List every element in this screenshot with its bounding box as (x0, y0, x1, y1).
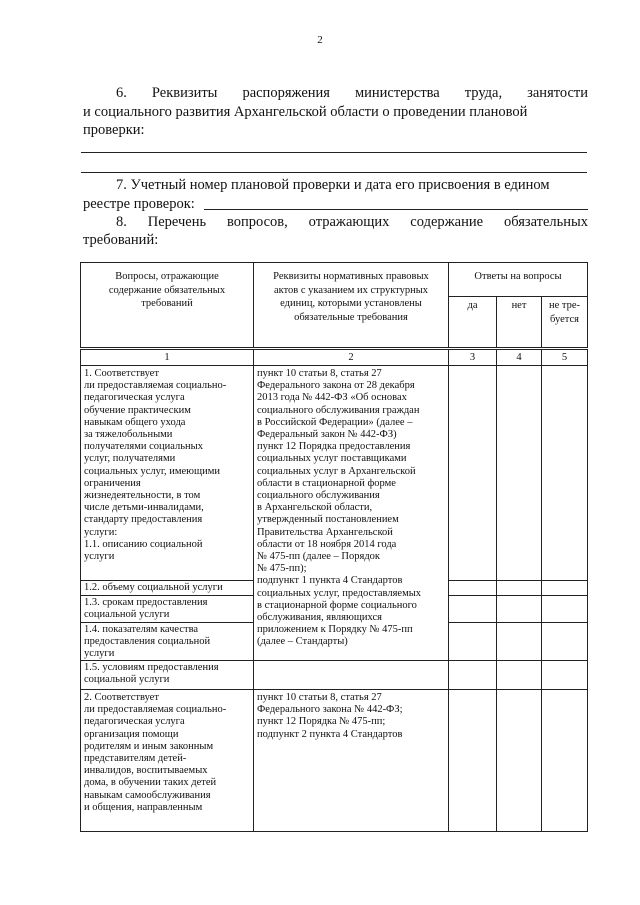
header-not-required: не тре- буется (548, 300, 581, 325)
header-answers: Ответы на вопросы (474, 271, 562, 282)
column-number: 4 (516, 352, 522, 363)
table-row-divider (80, 580, 254, 581)
item8-word: содержание (410, 214, 484, 230)
item7-line2: реестре проверок: (83, 196, 195, 212)
item7-fill-line (204, 209, 588, 210)
question-1-2-text: 1.2. объему социальной услуги (84, 582, 223, 593)
question-1-5-text: 1.5. условиям предоставления социальной услуги (84, 662, 219, 686)
question-1-3-text: 1.3. срокам предоставления социальной услуги (84, 597, 208, 621)
header-requisites: Реквизиты нормативных правовых актов с указанием их структурных единиц, которыми установлены обязательные требования (273, 271, 429, 323)
item6-fill-line-1 (81, 152, 587, 153)
question-1-requisites: пункт 10 статьи 8, статья 27 Федерального закона от 28 декабря 2013 года № 442-ФЗ «Об основах социального обслуживания граждан в Российской Федерации» (далее – Федеральный закон № 442-ФЗ) пункт 12 Порядка предоставления социальных услуг поставщиками социальных услуг в Архангельской области в стационарной форме социального обслуживания в Архангельской области, утвержденный постановлением Правительства Архангельской области от 18 ноября 2014 года № 475-пп (далее – Порядок № 475-пп); подпункт 1 пункта 4 Стандартов социальных услуг, предоставляемых в стационарной форме социального обслуживания, являющихся приложением к Порядку № 475-пп (далее – Стандарты) (257, 368, 422, 648)
item8-word: 8. (116, 214, 127, 230)
item8-word: вопросов, (227, 214, 288, 230)
item7-line1: 7. Учетный номер плановой проверки и дата его присвоения в едином (116, 177, 550, 193)
item6-word: труда, (464, 85, 503, 101)
table-row-divider (80, 622, 254, 623)
header-questions: Вопросы, отражающие содержание обязательных требований (108, 271, 226, 309)
table-row-divider (449, 580, 587, 581)
table-row-divider (80, 595, 254, 596)
table-col-divider (448, 349, 449, 831)
table-row-divider (449, 595, 587, 596)
column-number: 2 (348, 352, 354, 363)
item6-fill-line-2 (81, 172, 587, 173)
column-number: 1 (164, 352, 170, 363)
item6-word: министерства (354, 85, 440, 101)
table-row-divider (80, 365, 587, 366)
table-col-divider (253, 349, 254, 831)
header-yes: да (467, 300, 478, 311)
question-2-text: 2. Соответствует ли предоставляемая социально- педагогическая услуга организация помощи родителям и иным законным представителям детей- инвалидов, воспитываемых дома, в обучении таких детей навыкам самообслуживания и общения, направленным (84, 692, 227, 813)
item8-word: обязательных (503, 214, 589, 230)
item6-line1 (116, 84, 588, 103)
question-1-4-text: 1.4. показателям качества предоставления социальной услуги (84, 624, 211, 660)
item6-line3: проверки: (83, 122, 145, 138)
question-2-requisites: пункт 10 статьи 8, статья 27 Федерального закона № 442-ФЗ; пункт 12 Порядка № 475-пп; подпункт 2 пункта 4 Стандартов (257, 692, 403, 740)
table-row-divider (80, 689, 587, 690)
column-number: 5 (561, 352, 568, 363)
item8-line2: требований: (83, 232, 159, 248)
column-number: 3 (469, 352, 476, 363)
table-row-divider (449, 622, 587, 623)
item6-word: 6. (116, 85, 127, 101)
item8-word: Перечень (147, 214, 207, 230)
item6-line2: и социального развития Архангельской области о проведении плановой (83, 104, 528, 120)
page-number: 2 (317, 34, 323, 46)
item6-word: Реквизиты (151, 85, 218, 101)
question-1-text: 1. Соответствует ли предоставляемая социально- педагогическая услуга обучение практическим навыкам общего ухода за тяжелобольными получателями социальных услуг, получателями социальных услуг, имеющими ограничения жизнедеятельности, в том числе детьми-инвалидами, стандарту предоставления услуги: 1.1. описанию социальной услуги (84, 368, 227, 563)
item6-word: занятости (527, 85, 589, 101)
table-col-divider (496, 349, 497, 831)
table-col-divider (541, 349, 542, 831)
item8-line1 (116, 213, 588, 232)
item8-word: отражающих (308, 214, 390, 230)
header-no: нет (511, 300, 527, 311)
table-answers-divider (449, 296, 587, 297)
item6-word: распоряжения (242, 85, 330, 101)
